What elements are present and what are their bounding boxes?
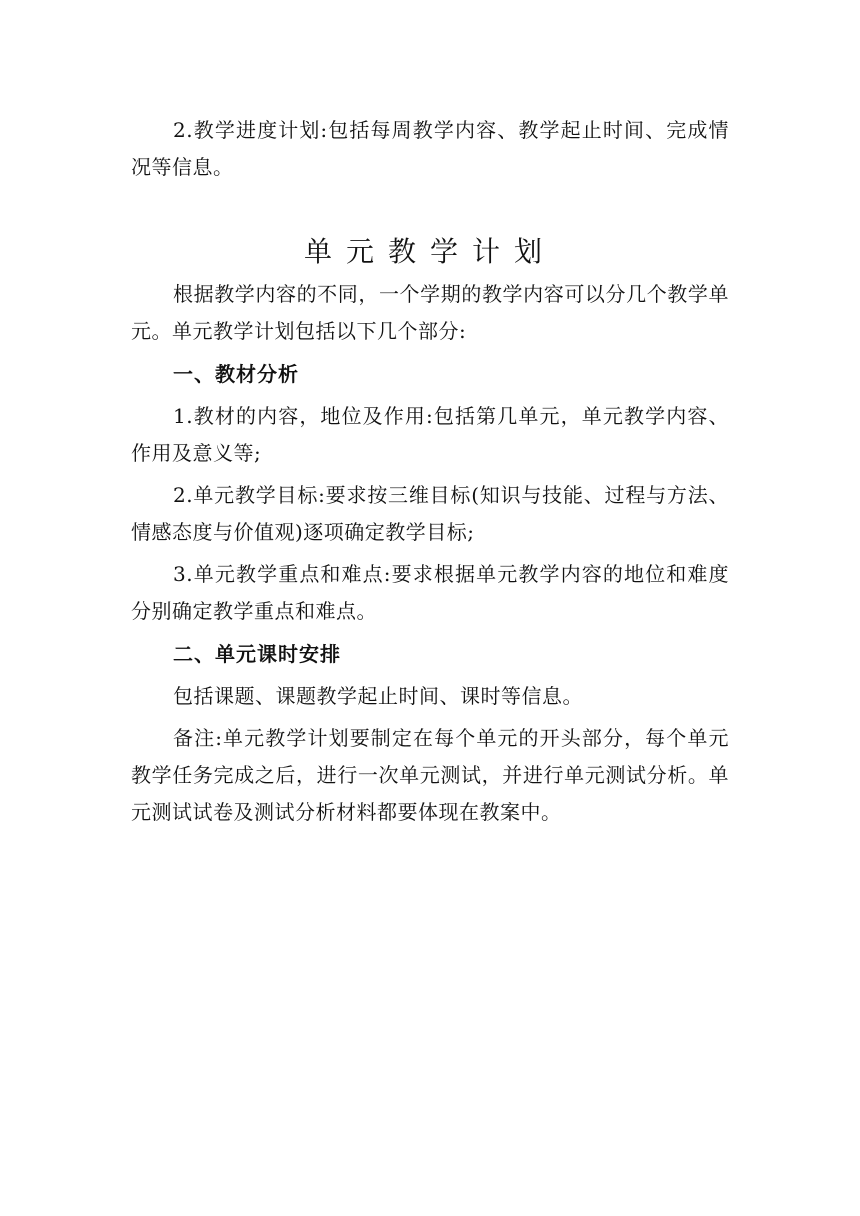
document-page <box>131 112 729 836</box>
section-heading-lesson-schedule: 二、单元课时安排 <box>173 642 341 666</box>
page-title: 单元教学计划 <box>303 235 556 268</box>
section2-paragraph: 包括课题、课题教学起止时间、课时等信息。 <box>173 684 583 708</box>
intro-paragraph: 根据教学内容的不同，一个学期的教学内容可以分几个教学单元。单元教学计划包括以下几个部分: <box>131 282 729 343</box>
section1-item-1: 1.教材的内容，地位及作用:包括第几单元，单元教学内容、作用及意义等; <box>131 404 729 465</box>
note-paragraph: 备注:单元教学计划要制定在每个单元的开头部分，每个单元教学任务完成之后，进行一次单元测试，并进行单元测试分析。单元测试试卷及测试分析材料都要体现在教案中。 <box>131 726 729 824</box>
section1-item-2: 2.单元教学目标:要求按三维目标(知识与技能、过程与方法、情感态度与价值观)逐项确定教学目标; <box>131 483 729 544</box>
intro-item-paragraph: 2.教学进度计划:包括每周教学内容、教学起止时间、完成情况等信息。 <box>131 118 729 179</box>
section1-item-3: 3.单元教学重点和难点:要求根据单元教学内容的地位和难度分别确定教学重点和难点。 <box>131 562 729 623</box>
section-heading-textbook-analysis: 一、教材分析 <box>173 362 299 386</box>
